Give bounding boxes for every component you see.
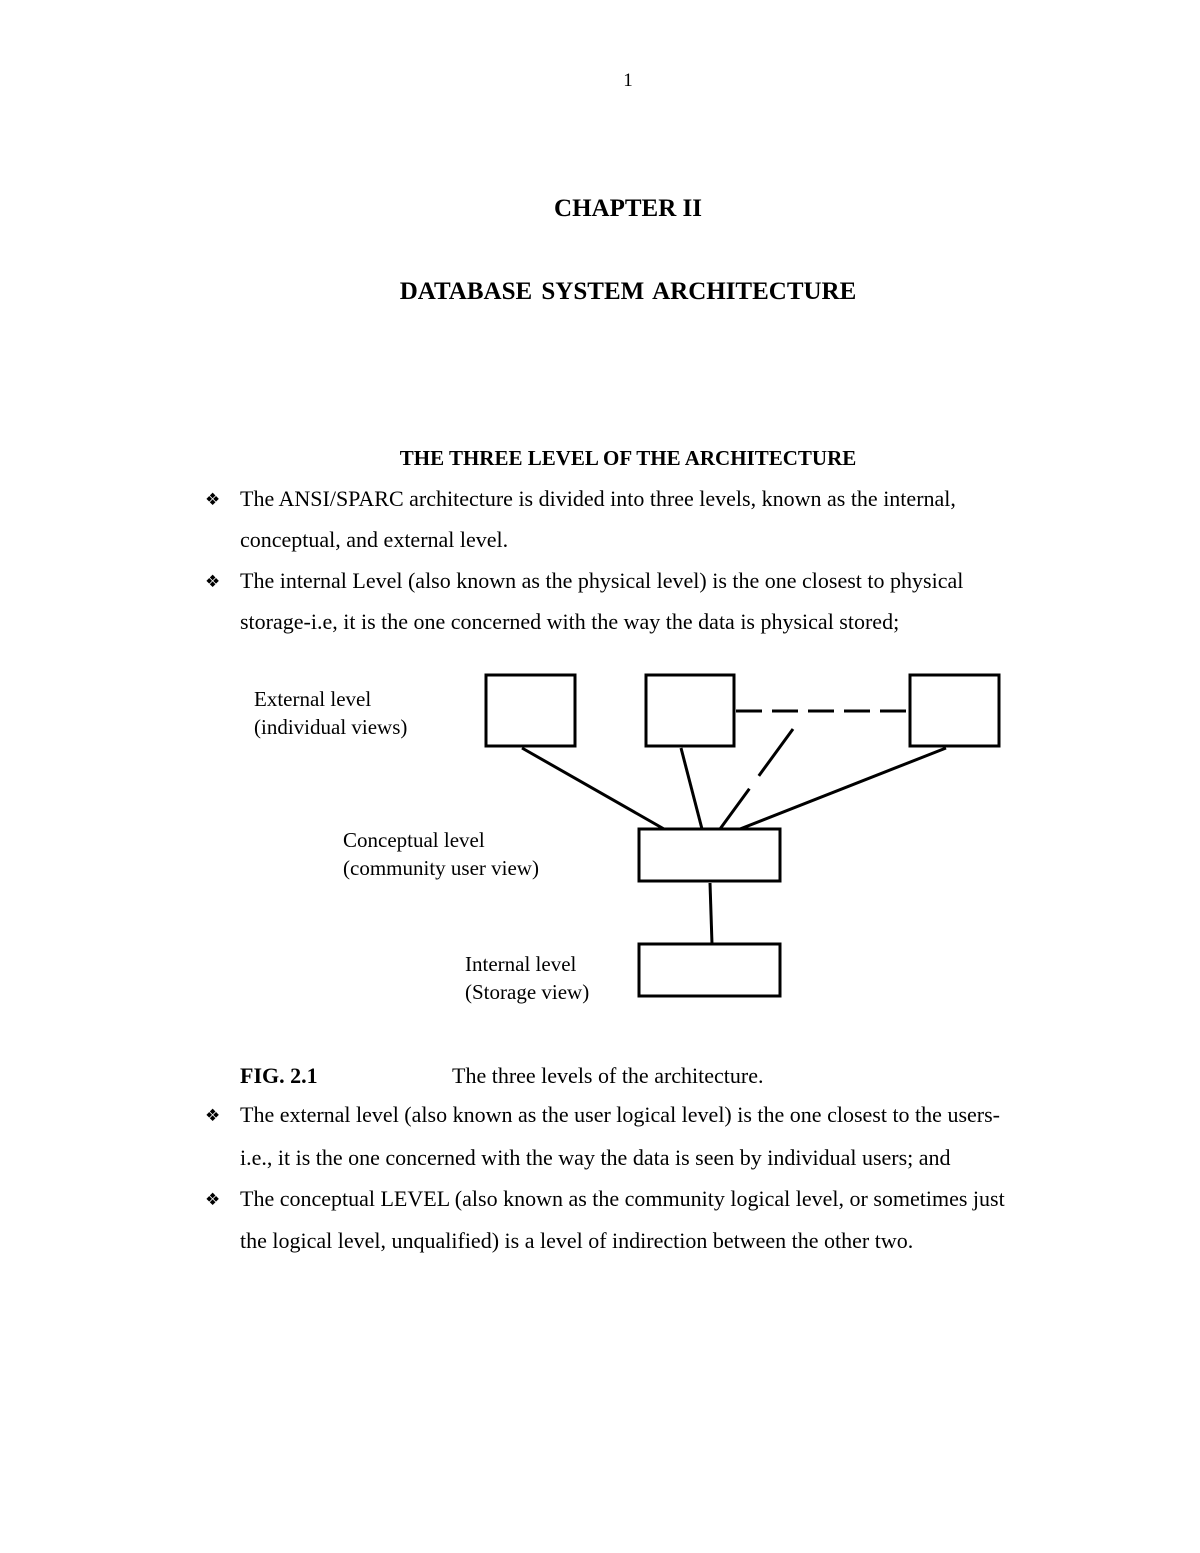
section-heading: THE THREE LEVEL OF THE ARCHITECTURE bbox=[399, 446, 857, 470]
connector-external-1-conceptual bbox=[522, 748, 664, 829]
connector-external-2-conceptual bbox=[681, 748, 702, 829]
bullet-4-line-1: The conceptual LEVEL (also known as the community logical level, or sometimes just bbox=[240, 1186, 1005, 1211]
external-view-box-2 bbox=[646, 675, 734, 746]
document-title: DATABASE SYSTEM ARCHITECTURE bbox=[399, 278, 857, 305]
page-number: 1 bbox=[623, 70, 633, 91]
conceptual-box bbox=[639, 829, 780, 881]
bullet-1-line-1: The ANSI/SPARC architecture is divided into three levels, known as the internal, bbox=[240, 486, 956, 511]
diamond-bullet-icon: ❖ bbox=[205, 1106, 221, 1126]
chapter-title: CHAPTER II bbox=[554, 195, 702, 222]
bullet-2-line-1: The internal Level (also known as the physical level) is the one closest to physical bbox=[240, 568, 964, 593]
bullet-4-line-2: the logical level, unqualified) is a level of indirection between the other two. bbox=[240, 1228, 914, 1253]
diamond-bullet-icon: ❖ bbox=[205, 1190, 221, 1210]
figure-caption: The three levels of the architecture. bbox=[452, 1063, 764, 1088]
internal-level-label: Internal level (Storage view) bbox=[465, 952, 590, 1004]
external-level-label: External level (individual views) bbox=[254, 687, 408, 739]
bullet-3-line-1: The external level (also known as the user logical level) is the one closest to the users- bbox=[240, 1102, 1000, 1127]
diamond-bullet-icon: ❖ bbox=[205, 490, 221, 510]
conceptual-level-label: Conceptual level (community user view) bbox=[343, 828, 539, 880]
bullet-3-line-2: i.e., it is the one concerned with the way the data is seen by individual users; and bbox=[240, 1145, 951, 1170]
external-view-box-1 bbox=[486, 675, 575, 746]
external-view-box-3 bbox=[910, 675, 999, 746]
bullet-1-line-2: conceptual, and external level. bbox=[240, 527, 509, 552]
diamond-bullet-icon: ❖ bbox=[205, 572, 221, 592]
internal-box bbox=[639, 944, 780, 996]
figure-number: FIG. 2.1 bbox=[240, 1063, 318, 1088]
connector-conceptual-internal bbox=[710, 883, 712, 944]
bullet-2-line-2: storage-i.e, it is the one concerned with the way the data is physical stored; bbox=[240, 609, 900, 634]
